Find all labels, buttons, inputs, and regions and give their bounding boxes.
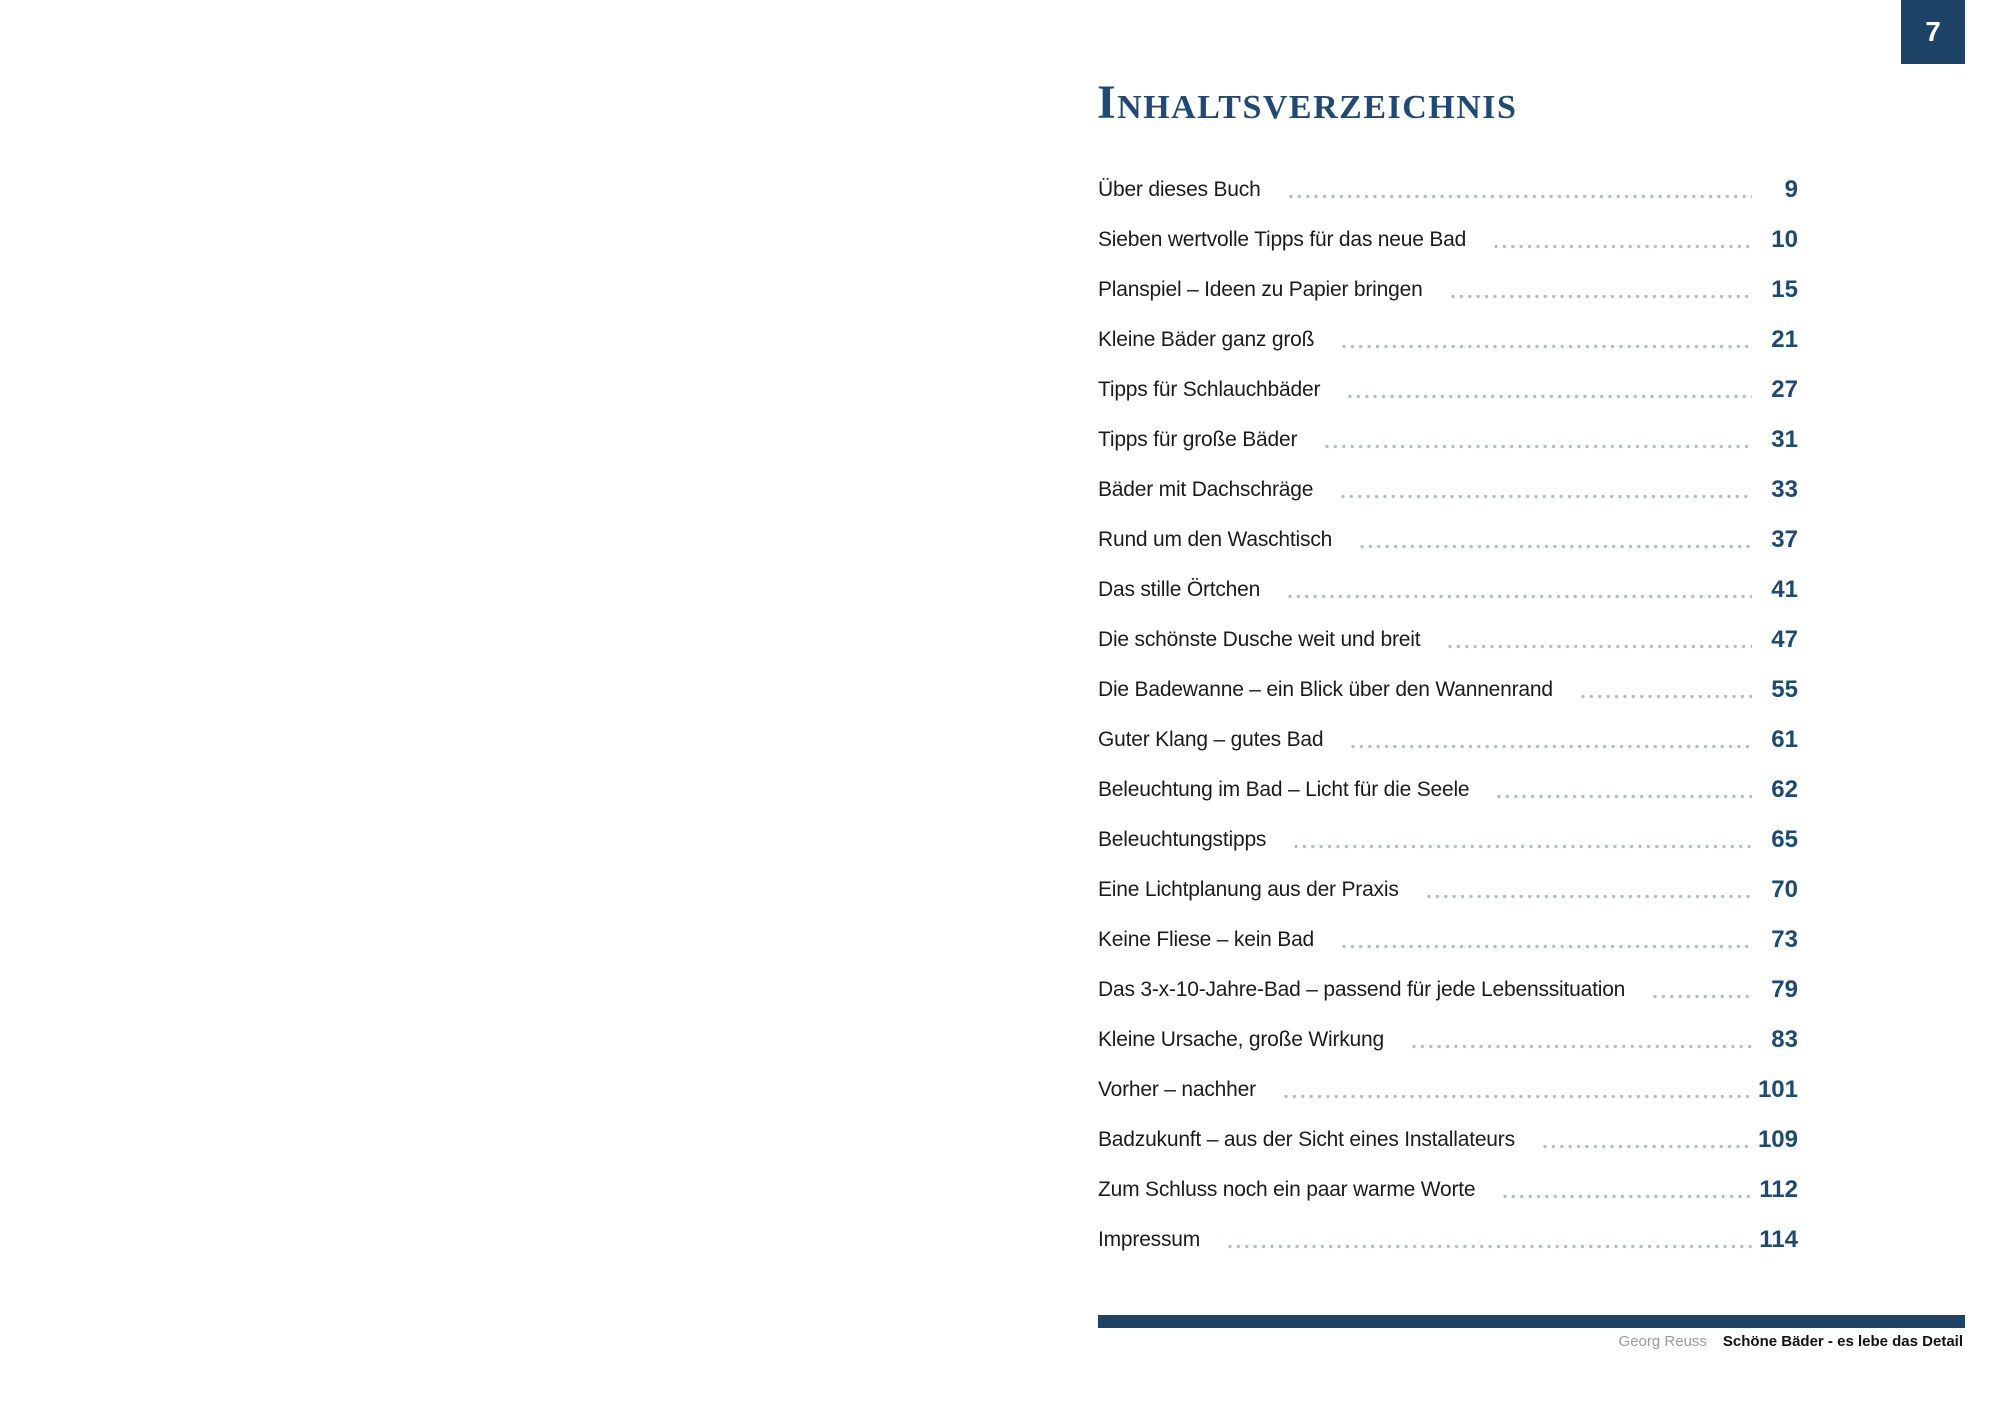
toc-leader-dots <box>1497 794 1752 799</box>
toc-entry-page: 109 <box>1757 1126 1798 1153</box>
toc-entry-page: 61 <box>1771 726 1798 753</box>
toc-row <box>1098 765 1798 815</box>
toc-row <box>1098 615 1798 665</box>
toc-entry-label: Keine Fliese – kein Bad <box>1098 928 1315 951</box>
toc-entry-label: Zum Schluss noch ein paar warme Worte <box>1098 1178 1476 1201</box>
toc-leader-dots <box>1427 894 1752 899</box>
toc-entry-label: Das stille Örtchen <box>1098 578 1261 601</box>
toc-row <box>1098 1065 1798 1115</box>
toc-entry-label: Vorher – nachher <box>1098 1078 1256 1101</box>
footer-credit-line <box>1098 1333 1963 1351</box>
toc-entry-page: 79 <box>1771 976 1798 1003</box>
toc-row <box>1098 565 1798 615</box>
toc-entry-page: 10 <box>1771 226 1798 253</box>
toc-entry-label: Beleuchtungstipps <box>1098 828 1267 851</box>
toc-entry-page: 41 <box>1771 576 1798 603</box>
toc-row <box>1098 465 1798 515</box>
toc-leader-dots <box>1351 744 1752 749</box>
toc-entry-page: 83 <box>1771 1026 1798 1053</box>
toc-leader-dots <box>1451 294 1752 299</box>
toc-row <box>1098 1215 1798 1265</box>
toc-entry-label: Planspiel – Ideen zu Papier bringen <box>1098 278 1423 301</box>
toc-row <box>1098 665 1798 715</box>
toc-leader-dots <box>1653 994 1752 999</box>
toc-entry-label: Rund um den Waschtisch <box>1098 528 1333 551</box>
toc-row <box>1098 265 1798 315</box>
toc-entry-page: 31 <box>1771 426 1798 453</box>
toc-entry-label: Die Badewanne – ein Blick über den Wannenrand <box>1098 678 1553 701</box>
toc-leader-dots <box>1581 694 1752 699</box>
toc-entry-label: Badzukunft – aus der Sicht eines Installateurs <box>1098 1128 1515 1151</box>
toc-leader-dots <box>1284 1094 1752 1099</box>
toc-leader-dots <box>1412 1044 1752 1049</box>
page-number-box <box>1901 0 1965 64</box>
toc-row <box>1098 965 1798 1015</box>
toc-entry-label: Die schönste Dusche weit und breit <box>1098 628 1421 651</box>
toc-row <box>1098 865 1798 915</box>
toc-entry-page: 15 <box>1771 276 1798 303</box>
toc-row <box>1098 715 1798 765</box>
toc-leader-dots <box>1360 544 1752 549</box>
page-title: Inhaltsverzeichnis <box>1097 76 1518 129</box>
toc-entry-label: Kleine Ursache, große Wirkung <box>1098 1028 1384 1051</box>
toc-leader-dots <box>1294 844 1752 849</box>
toc-row <box>1098 365 1798 415</box>
toc-leader-dots <box>1494 244 1752 249</box>
toc-entry-label: Beleuchtung im Bad – Licht für die Seele <box>1098 778 1470 801</box>
toc-row <box>1098 215 1798 265</box>
toc-row <box>1098 1115 1798 1165</box>
toc-entry-page: 114 <box>1759 1226 1798 1253</box>
footer-book-title: Schöne Bäder - es lebe das Detail <box>1722 1333 1963 1350</box>
footer-author: Georg Reuss <box>1618 1333 1707 1350</box>
toc-entry-label: Kleine Bäder ganz groß <box>1098 328 1315 351</box>
toc-leader-dots <box>1342 944 1752 949</box>
toc-entry-page: 101 <box>1757 1076 1798 1103</box>
toc-entry-page: 62 <box>1771 776 1798 803</box>
page-number: 7 <box>1925 16 1941 47</box>
toc-leader-dots <box>1289 194 1752 199</box>
toc-entry-label: Tipps für Schlauchbäder <box>1098 378 1321 401</box>
toc-entry-page: 73 <box>1771 926 1798 953</box>
toc-leader-dots <box>1288 594 1752 599</box>
toc-leader-dots <box>1325 444 1752 449</box>
toc-row <box>1098 1165 1798 1215</box>
toc-row <box>1098 415 1798 465</box>
toc-entry-page: 33 <box>1771 476 1798 503</box>
toc-entry-page: 55 <box>1771 676 1798 703</box>
toc-entry-page: 112 <box>1759 1176 1798 1203</box>
toc-entry-label: Guter Klang – gutes Bad <box>1098 728 1324 751</box>
toc-entry-page: 37 <box>1771 526 1798 553</box>
toc-entry-page: 47 <box>1771 626 1798 653</box>
toc-row <box>1098 315 1798 365</box>
toc-leader-dots <box>1228 1244 1752 1249</box>
toc-entry-page: 27 <box>1771 376 1798 403</box>
toc-entry-page: 21 <box>1771 326 1798 353</box>
toc-leader-dots <box>1503 1194 1752 1199</box>
toc-entry-label: Impressum <box>1098 1228 1201 1251</box>
toc-entry-label: Das 3-x-10-Jahre-Bad – passend für jede Lebenssituation <box>1098 978 1626 1001</box>
toc-entry-label: Bäder mit Dachschräge <box>1098 478 1314 501</box>
toc-leader-dots <box>1448 644 1752 649</box>
toc-row <box>1098 165 1798 215</box>
toc-leader-dots <box>1543 1144 1752 1149</box>
toc-entry-page: 65 <box>1771 826 1798 853</box>
toc-leader-dots <box>1341 494 1752 499</box>
toc-entry-page: 9 <box>1784 176 1798 203</box>
toc-list <box>1098 165 1798 1265</box>
toc-row <box>1098 1015 1798 1065</box>
toc-entry-label: Tipps für große Bäder <box>1098 428 1298 451</box>
toc-entry-label: Eine Lichtplanung aus der Praxis <box>1098 878 1399 901</box>
toc-leader-dots <box>1342 344 1752 349</box>
toc-row <box>1098 515 1798 565</box>
toc-entry-label: Sieben wertvolle Tipps für das neue Bad <box>1098 228 1467 251</box>
footer-divider-bar <box>1098 1315 1965 1328</box>
toc-row <box>1098 915 1798 965</box>
toc-entry-label: Über dieses Buch <box>1098 178 1261 201</box>
toc-leader-dots <box>1348 394 1752 399</box>
toc-row <box>1098 815 1798 865</box>
toc-entry-page: 70 <box>1771 876 1798 903</box>
